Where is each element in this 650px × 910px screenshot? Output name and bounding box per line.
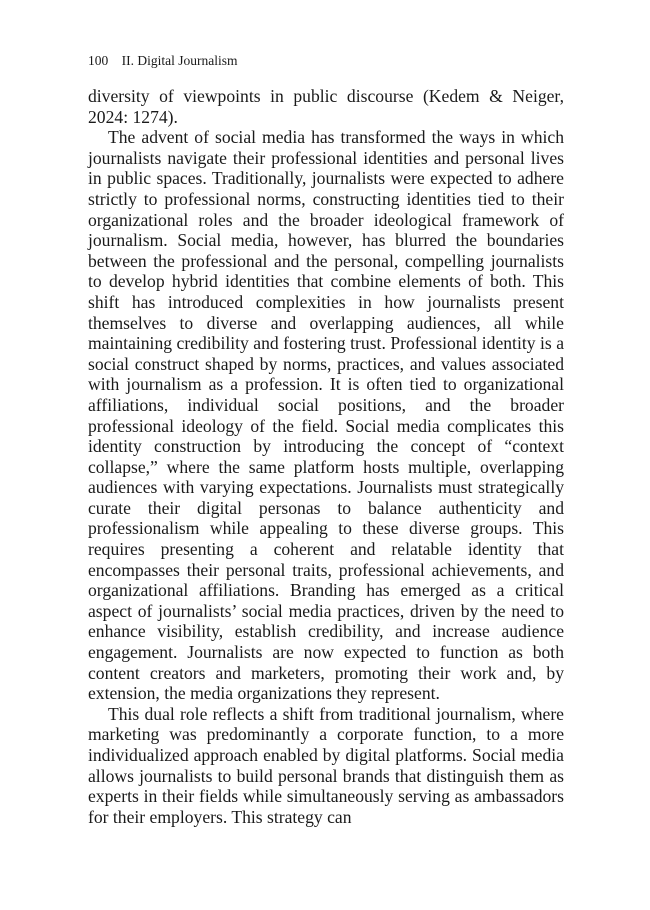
section-title: II. Digital Journalism bbox=[121, 53, 238, 68]
paragraph-continuation: diversity of viewpoints in public discourse (Kedem & Neiger, 2024: 1274). bbox=[88, 86, 564, 127]
paragraph-dual-role: This dual role reflects a shift from traditional journalism, where marketing was predominantly a corporate function, to a more individualized approach enabled by digital platforms. Social media allows journalists to build personal brands that distinguish them as experts in their fields while simultaneously serving as ambassadors for their employers. This strategy can bbox=[88, 703, 564, 827]
paragraph-social-media-identity: The advent of social media has transformed the ways in which journalists navigate their professional identities and personal lives in public spaces. Traditionally, journalists were expected to adhere strictly to professional norms, constructing identities tied to their organizational roles and the broader ideological framework of journalism. Social media, however, has blurred the boundaries between the professional and the personal, compelling journalists to develop hybrid identities that combine elements of both. This shift has introduced complexities in how journalists present themselves to diverse and overlapping audiences, all while maintaining credibility and fostering trust. Professional identity is a social construct shaped by norms, practices, and values associated with journalism as a profession. It is often tied to organizational affiliations, individual social positions, and the broader professional ideology of the field. Social media complicates this identity construction by introducing the concept of “context collapse,” where the same platform hosts multiple, overlapping audiences with varying expectations. Journalists must strategically curate their digital personas to balance authenticity and professionalism while appealing to these diverse groups. This requires presenting a coherent and relatable identity that encompasses their personal traits, professional achievements, and organizational affiliations. Branding has emerged as a critical aspect of journalists’ social media practices, driven by the need to enhance visibility, establish credibility, and increase audience engagement. Journalists are now expected to function as both content creators and marketers, promoting their work and, by extension, the media organizations they represent. bbox=[88, 127, 564, 704]
running-head bbox=[88, 52, 564, 70]
body-text bbox=[88, 86, 564, 827]
book-page bbox=[88, 52, 564, 827]
page-number: 100 bbox=[88, 53, 109, 68]
